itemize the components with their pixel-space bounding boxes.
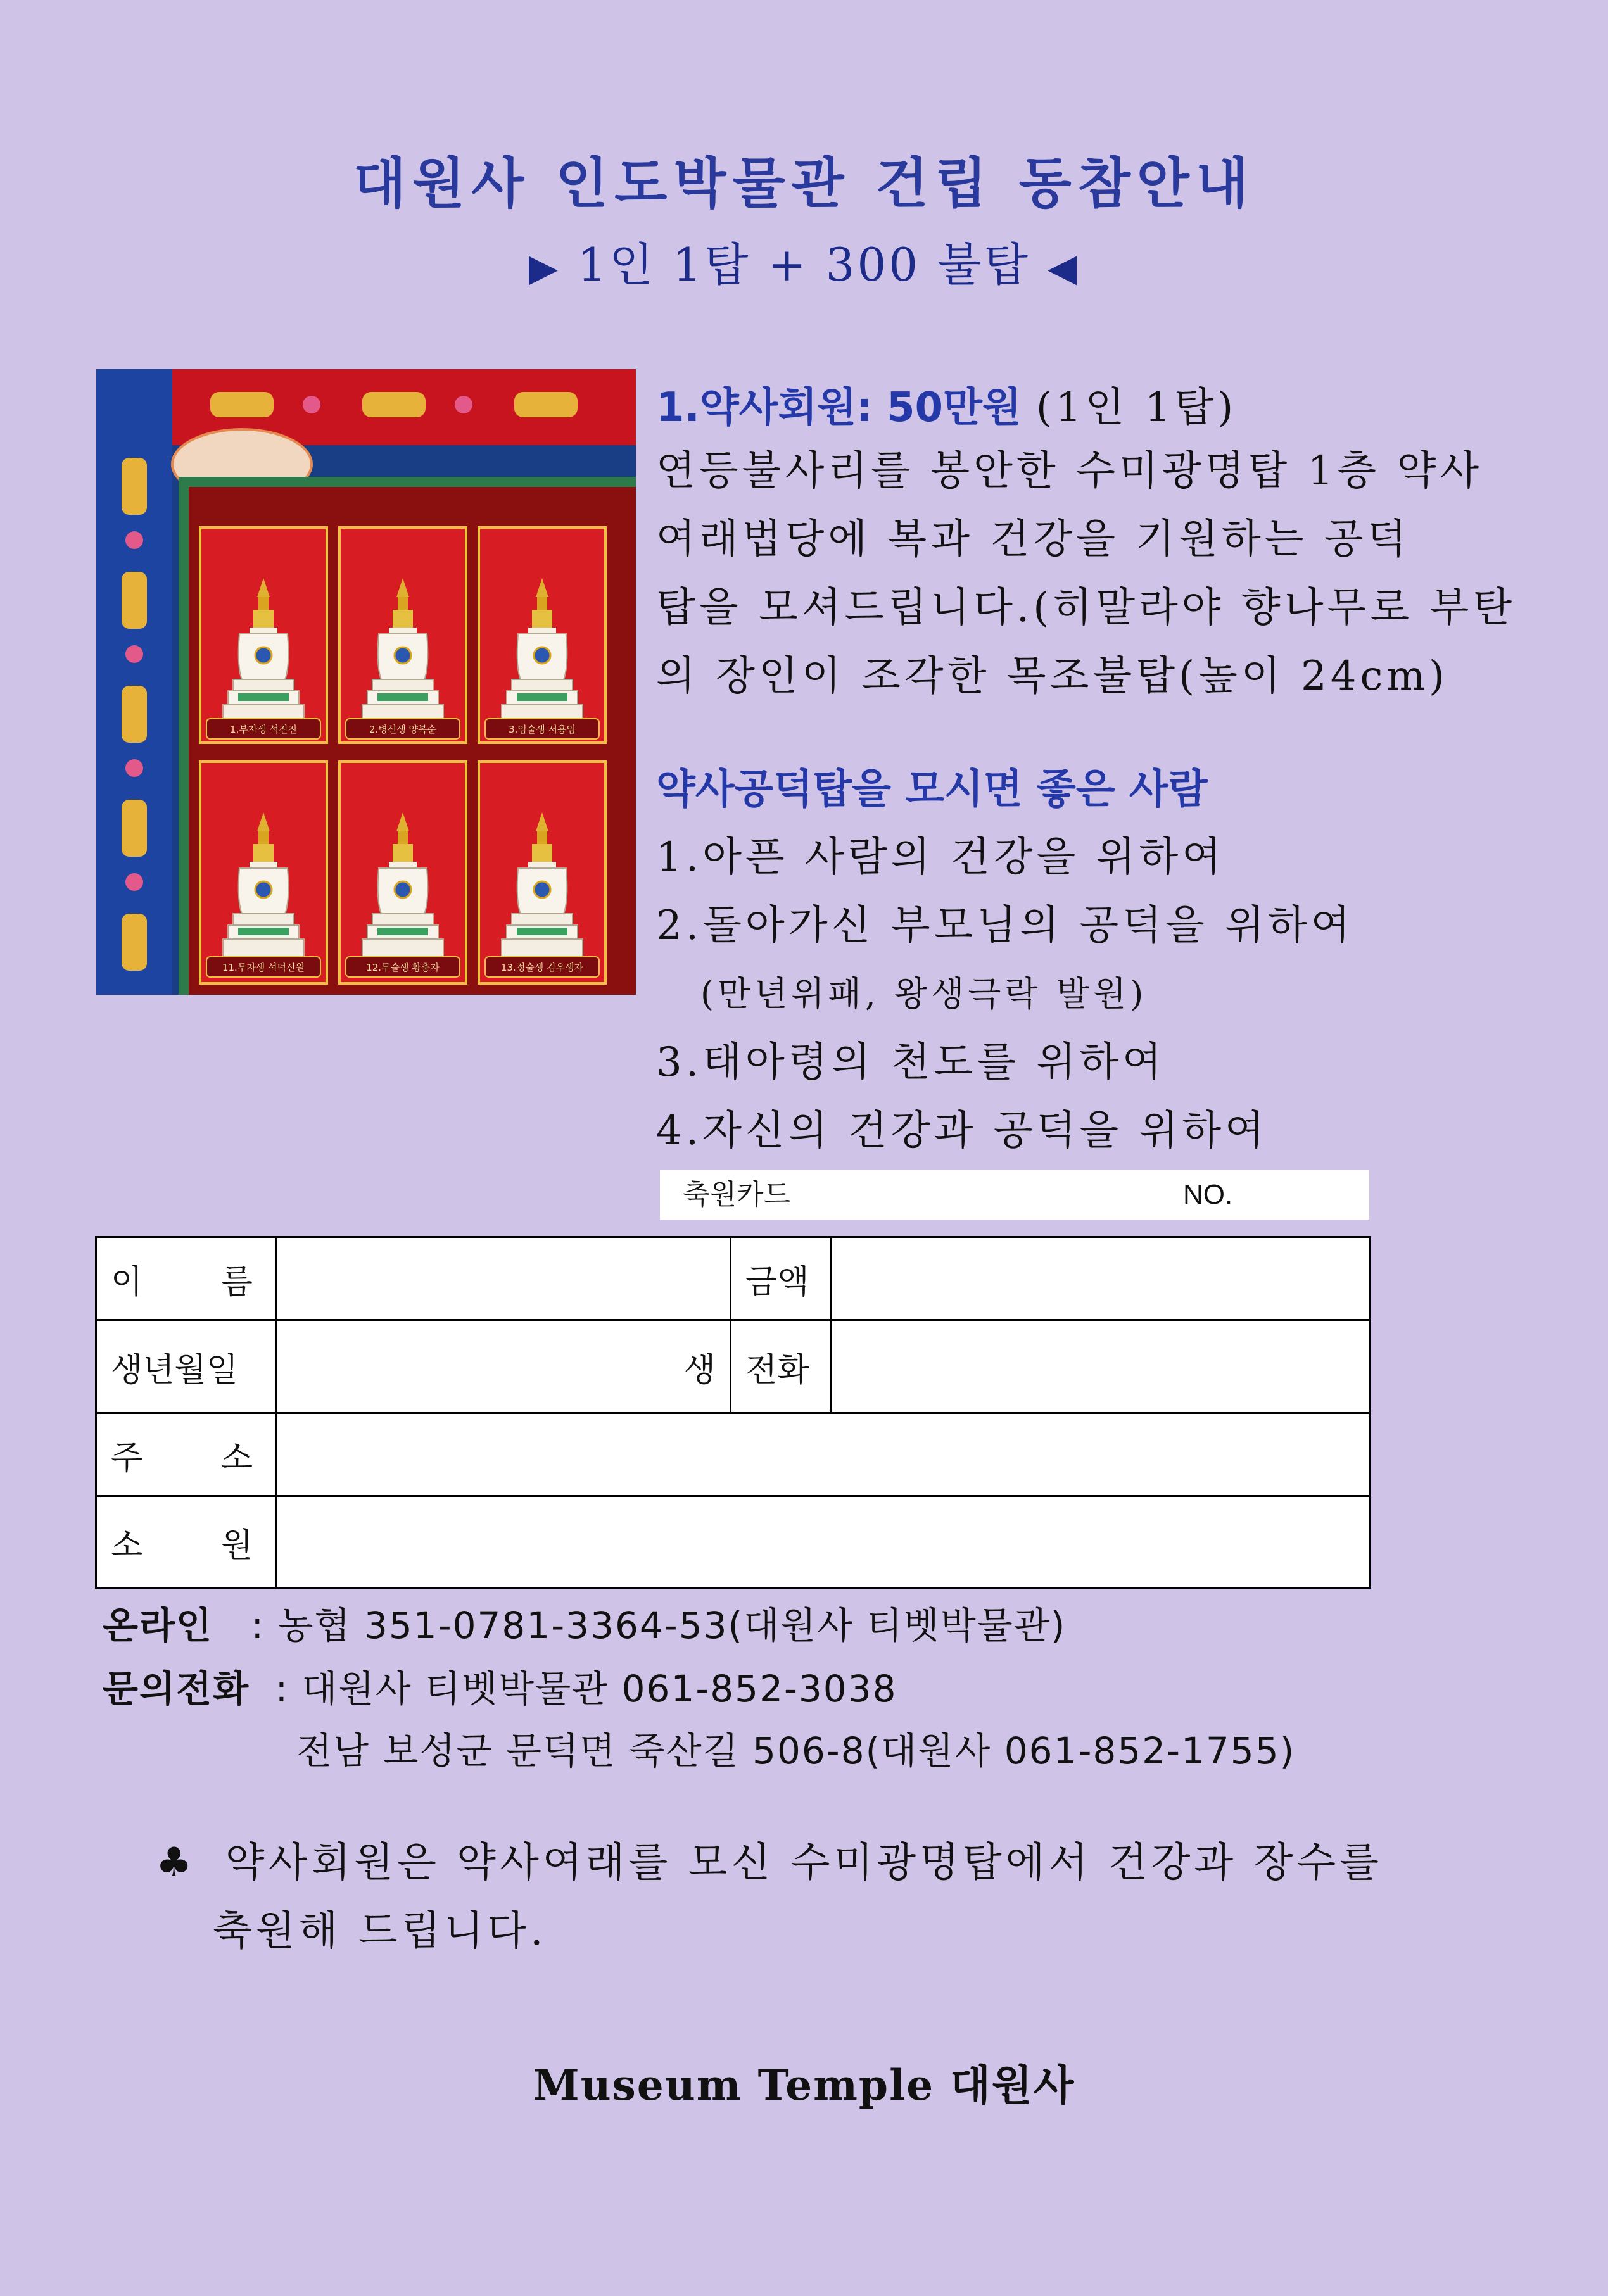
benefit-item: 1.아픈 사람의 건강을 위하여 [656, 834, 1225, 881]
form-row-wish [96, 1496, 1370, 1588]
inquiry-phone [103, 1659, 897, 1712]
plaque-label-1: 1.부자생 석진진 [229, 724, 298, 735]
amount-field[interactable] [832, 1237, 1370, 1320]
description-line: 탑을 모셔드립니다.(히말라야 향나무로 부탄 [656, 584, 1516, 631]
benefit-item: 4.자신의 건강과 공덕을 위하여 [656, 1107, 1268, 1154]
online-label: 온라인 [103, 1604, 213, 1647]
address-line: 전남 보성군 문덕면 죽산길 506-8(대원사 061-852-1755) [296, 1729, 1296, 1772]
address-label: 주 소 [96, 1413, 277, 1496]
description-line: 의 장인이 조각한 목조불탑(높이 24cm) [656, 653, 1448, 700]
right-triangle-icon: ▶ [528, 246, 561, 290]
description-line: 여래법당에 복과 건강을 기원하는 공덕 [656, 516, 1410, 563]
note-text-1: 약사회원은 약사여래를 모신 수미광명탑에서 건강과 장수를 [225, 1839, 1383, 1886]
benefit-note: (만년위패, 왕생극락 발원) [700, 974, 1148, 1014]
stupa-shrine-image [96, 369, 636, 995]
left-triangle-icon: ◀ [1047, 246, 1080, 290]
description-line: 연등불사리를 봉안한 수미광명탑 1층 약사 [656, 448, 1483, 495]
card-label: 축원카드 [683, 1179, 791, 1210]
plaque-label-11: 11.무자생 석덕신원 [222, 962, 305, 973]
online-value: : 농협 351-0781-3364-53(대원사 티벳박물관) [251, 1604, 1067, 1647]
benefit-item: 3.태아령의 천도를 위하여 [656, 1039, 1165, 1086]
note-line-2: 축원해 드립니다. [213, 1908, 547, 1955]
amount-label: 금액 [731, 1237, 832, 1320]
membership-description [656, 437, 1530, 710]
birth-suffix: 생 [683, 1351, 716, 1389]
form-row-birth [96, 1320, 1370, 1413]
plaque-label-12: 12.무술생 황충자 [366, 962, 440, 973]
phone-inquiry-label: 문의전화 [103, 1667, 250, 1710]
form-row-address [96, 1413, 1370, 1496]
plaque-label-13: 13.정술생 김우생자 [500, 962, 584, 973]
prayer-card-form [95, 1236, 1371, 1589]
membership-heading: 1.약사회원: 50만원 [656, 384, 1022, 431]
plaque-label-2: 2.병신생 양복순 [369, 724, 437, 735]
benefit-item: 2.돌아가신 부모님의 공덕을 위하여 [656, 902, 1354, 949]
card-number-label: NO. [1183, 1179, 1233, 1210]
name-field[interactable] [277, 1237, 731, 1320]
note-line-1 [156, 1830, 1383, 1888]
birth-field[interactable] [277, 1320, 731, 1413]
phone-inquiry-value: : 대원사 티벳박물관 061-852-3038 [275, 1667, 897, 1710]
address-field[interactable] [277, 1413, 1370, 1496]
page-subtitle [0, 228, 1608, 294]
subtitle-text: 1인 1탑 + 300 불탑 [577, 238, 1031, 291]
birth-label: 생년월일 [96, 1320, 277, 1413]
name-label: 이 름 [96, 1237, 277, 1320]
club-icon: ♣ [156, 1839, 196, 1886]
benefits-list [656, 823, 1530, 1165]
phone-label: 전화 [731, 1320, 832, 1413]
footer-signature: Museum Temple 대원사 [533, 2060, 1075, 2110]
phone-field[interactable] [832, 1320, 1370, 1413]
wish-field[interactable] [277, 1496, 1370, 1588]
membership-line [656, 374, 1530, 442]
plaque-label-3: 3.임술생 서용임 [508, 724, 576, 735]
benefits-heading: 약사공덕탑을 모시면 좋은 사람 [656, 766, 1208, 813]
wish-label: 소 원 [96, 1496, 277, 1588]
form-row-name [96, 1237, 1370, 1320]
membership-suffix: (1인 1탑) [1035, 384, 1238, 431]
prayer-card-header [660, 1170, 1369, 1220]
online-account [103, 1596, 1066, 1649]
page-title: 대원사 인도박물관 건립 동참안내 [353, 151, 1255, 215]
